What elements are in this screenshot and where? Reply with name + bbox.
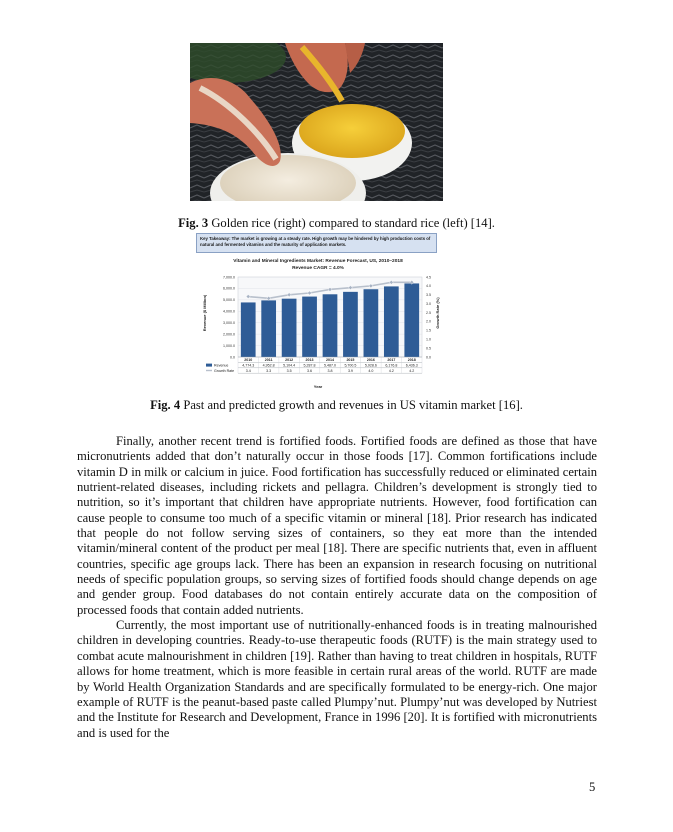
revenue-bar bbox=[323, 294, 338, 357]
legend-revenue-swatch bbox=[206, 364, 212, 367]
revenue-bar bbox=[404, 283, 419, 357]
legend-growth-label: Growth Rate bbox=[214, 368, 235, 373]
y-tick-label: 2,000.0 bbox=[223, 332, 235, 337]
revenue-chart-svg bbox=[196, 255, 441, 392]
y2-tick-label: 0.5 bbox=[426, 346, 431, 351]
revenue-data-label: 6,176.8 bbox=[385, 363, 398, 368]
x-tick-label: 2011 bbox=[264, 358, 273, 362]
paragraph-fortified-foods: Finally, another recent trend is fortified foods. Fortified foods are defined as those that have micronutrients added that don’t naturally occur in those foods [17]. Common fortifications include vitamin D in milk or calcium in juice. Food fortification has successfully reduced or eliminated certain nutrient-related diseases, including rickets and pellagra. Children’s development is strongly tied to nutrition, so it’s important that children have appropriate nutrients. However, food fortification can cause people to consume too much of a specific vitamin or mineral [18]. Prior research has indicated that people do not follow serving sizes of containers, so they eat more than the intended vitamin/mineral content of the product per meal [18]. There are specific nutrients that, even in affluent countries, specific age groups lack. There has been an expansion in research focusing on nutritional needs of specific population groups, so serving sizes of fortified foods should change depends on age and gender group. Food databases do not contain entirely accurate data on the composition of processed foods that contain added nutrients. bbox=[77, 434, 597, 617]
revenue-data-label: 4,952.8 bbox=[262, 363, 275, 368]
revenue-bar bbox=[343, 292, 358, 357]
revenue-bar bbox=[302, 297, 317, 357]
body-text bbox=[77, 434, 597, 741]
y-tick-label: 7,000.0 bbox=[223, 275, 235, 280]
x-tick-label: 2015 bbox=[346, 358, 355, 362]
revenue-data-label: 5,700.5 bbox=[344, 363, 357, 368]
y2-tick-label: 2.5 bbox=[426, 310, 431, 315]
y2-tick-label: 4.5 bbox=[426, 275, 431, 280]
x-tick-label: 2017 bbox=[387, 358, 396, 362]
growth-rate-data-label: 3.9 bbox=[347, 368, 353, 373]
revenue-bar bbox=[384, 286, 399, 357]
growth-rate-data-label: 4.0 bbox=[368, 368, 374, 373]
rice-photo-illustration bbox=[190, 43, 443, 201]
revenue-bar bbox=[241, 302, 256, 357]
y2-tick-label: 1.0 bbox=[426, 337, 431, 342]
revenue-bar bbox=[261, 300, 276, 357]
page-number: 5 bbox=[589, 780, 596, 794]
y2-tick-label: 3.5 bbox=[426, 293, 431, 298]
chart-xlabel: Year bbox=[313, 384, 323, 389]
y-tick-label: 6,000.0 bbox=[223, 286, 235, 291]
x-tick-label: 2014 bbox=[326, 358, 334, 362]
golden-rice-photo bbox=[190, 43, 443, 201]
legend-revenue-label: Revenue bbox=[214, 363, 229, 368]
growth-rate-data-label: 3.3 bbox=[266, 368, 272, 373]
figure4-chart bbox=[196, 233, 441, 393]
paragraph-rutf: Currently, the most important use of nutritionally-enhanced foods is in treating malnourished children in developing countries. Ready-to-use therapeutic foods (RUTF) is the main strategy used to combat acute malnourishment in children [19]. Rather than having to treat children in hospitals, RUTF allows for home treatment, which is more feasible in certain rural areas of the world. RUTF are made by World Health Organization Standards and are specifically formulated to be energy-rich. One major example of RUTF is the peanut-based paste called Plumpy’nut. Plumpy’nut was developed by Nutriest and the Institute for Research and Development, France in 1996 [20]. It is fortified with micronutrients and is used for the bbox=[77, 618, 597, 740]
y-tick-label: 5,000.0 bbox=[223, 298, 235, 303]
revenue-data-label: 5,487.0 bbox=[324, 363, 336, 368]
chart-subtitle: Revenue CAGR = 4.0% bbox=[292, 266, 344, 271]
y2-tick-label: 4.0 bbox=[426, 284, 431, 289]
y2-tick-label: 2.0 bbox=[426, 319, 431, 324]
y2-tick-label: 3.0 bbox=[426, 301, 431, 306]
y-tick-label: 3,000.0 bbox=[223, 321, 235, 326]
x-tick-label: 2013 bbox=[305, 358, 314, 362]
figure3-caption-text: Golden rice (right) compared to standard rice (left) [14]. bbox=[211, 216, 495, 230]
revenue-data-label: 5,104.4 bbox=[283, 363, 296, 368]
revenue-bar bbox=[364, 289, 379, 357]
growth-rate-data-label: 4.2 bbox=[409, 368, 415, 373]
revenue-data-label: 4,774.3 bbox=[242, 363, 255, 368]
growth-rate-data-label: 3.5 bbox=[286, 368, 292, 373]
revenue-data-label: 5,287.8 bbox=[303, 363, 316, 368]
revenue-data-label: 5,928.6 bbox=[364, 363, 377, 368]
revenue-bar bbox=[282, 299, 297, 357]
y-tick-label: 1,000.0 bbox=[223, 343, 235, 348]
y-tick-label: 4,000.0 bbox=[223, 309, 235, 314]
y2-tick-label: 1.5 bbox=[426, 328, 431, 333]
growth-rate-data-label: 3.6 bbox=[307, 368, 313, 373]
chart-title: Vitamin and Mineral Ingredients Market: Revenue Forecast, US, 2010–2018 bbox=[233, 259, 403, 264]
figure3-label: Fig. 3 bbox=[178, 216, 209, 230]
x-tick-label: 2010 bbox=[244, 358, 253, 362]
chart-y2label: Growth Rate (%) bbox=[435, 297, 440, 329]
chart-ylabel: Revenue ($ Million) bbox=[202, 294, 207, 332]
growth-rate-data-label: 4.2 bbox=[388, 368, 394, 373]
growth-rate-data-label: 3.8 bbox=[327, 368, 333, 373]
x-tick-label: 2016 bbox=[366, 358, 375, 362]
x-tick-label: 2012 bbox=[285, 358, 294, 362]
y-tick-label: 0.0 bbox=[230, 355, 235, 360]
figure4-caption bbox=[0, 398, 673, 413]
revenue-data-label: 6,436.3 bbox=[405, 363, 418, 368]
x-tick-label: 2018 bbox=[407, 358, 416, 362]
figure4-label: Fig. 4 bbox=[150, 398, 181, 412]
growth-rate-data-label: 3.4 bbox=[245, 368, 251, 373]
y2-tick-label: 0.0 bbox=[426, 355, 431, 360]
figure3-caption bbox=[0, 216, 673, 231]
figure4-caption-text: Past and predicted growth and revenues in US vitamin market [16]. bbox=[183, 398, 523, 412]
key-takeaway-box: Key Takeaway: The market is growing at a steady rate. High growth may be hindered by high production costs of natural and fermented vitamins and the maturity of application markets. bbox=[196, 233, 437, 253]
